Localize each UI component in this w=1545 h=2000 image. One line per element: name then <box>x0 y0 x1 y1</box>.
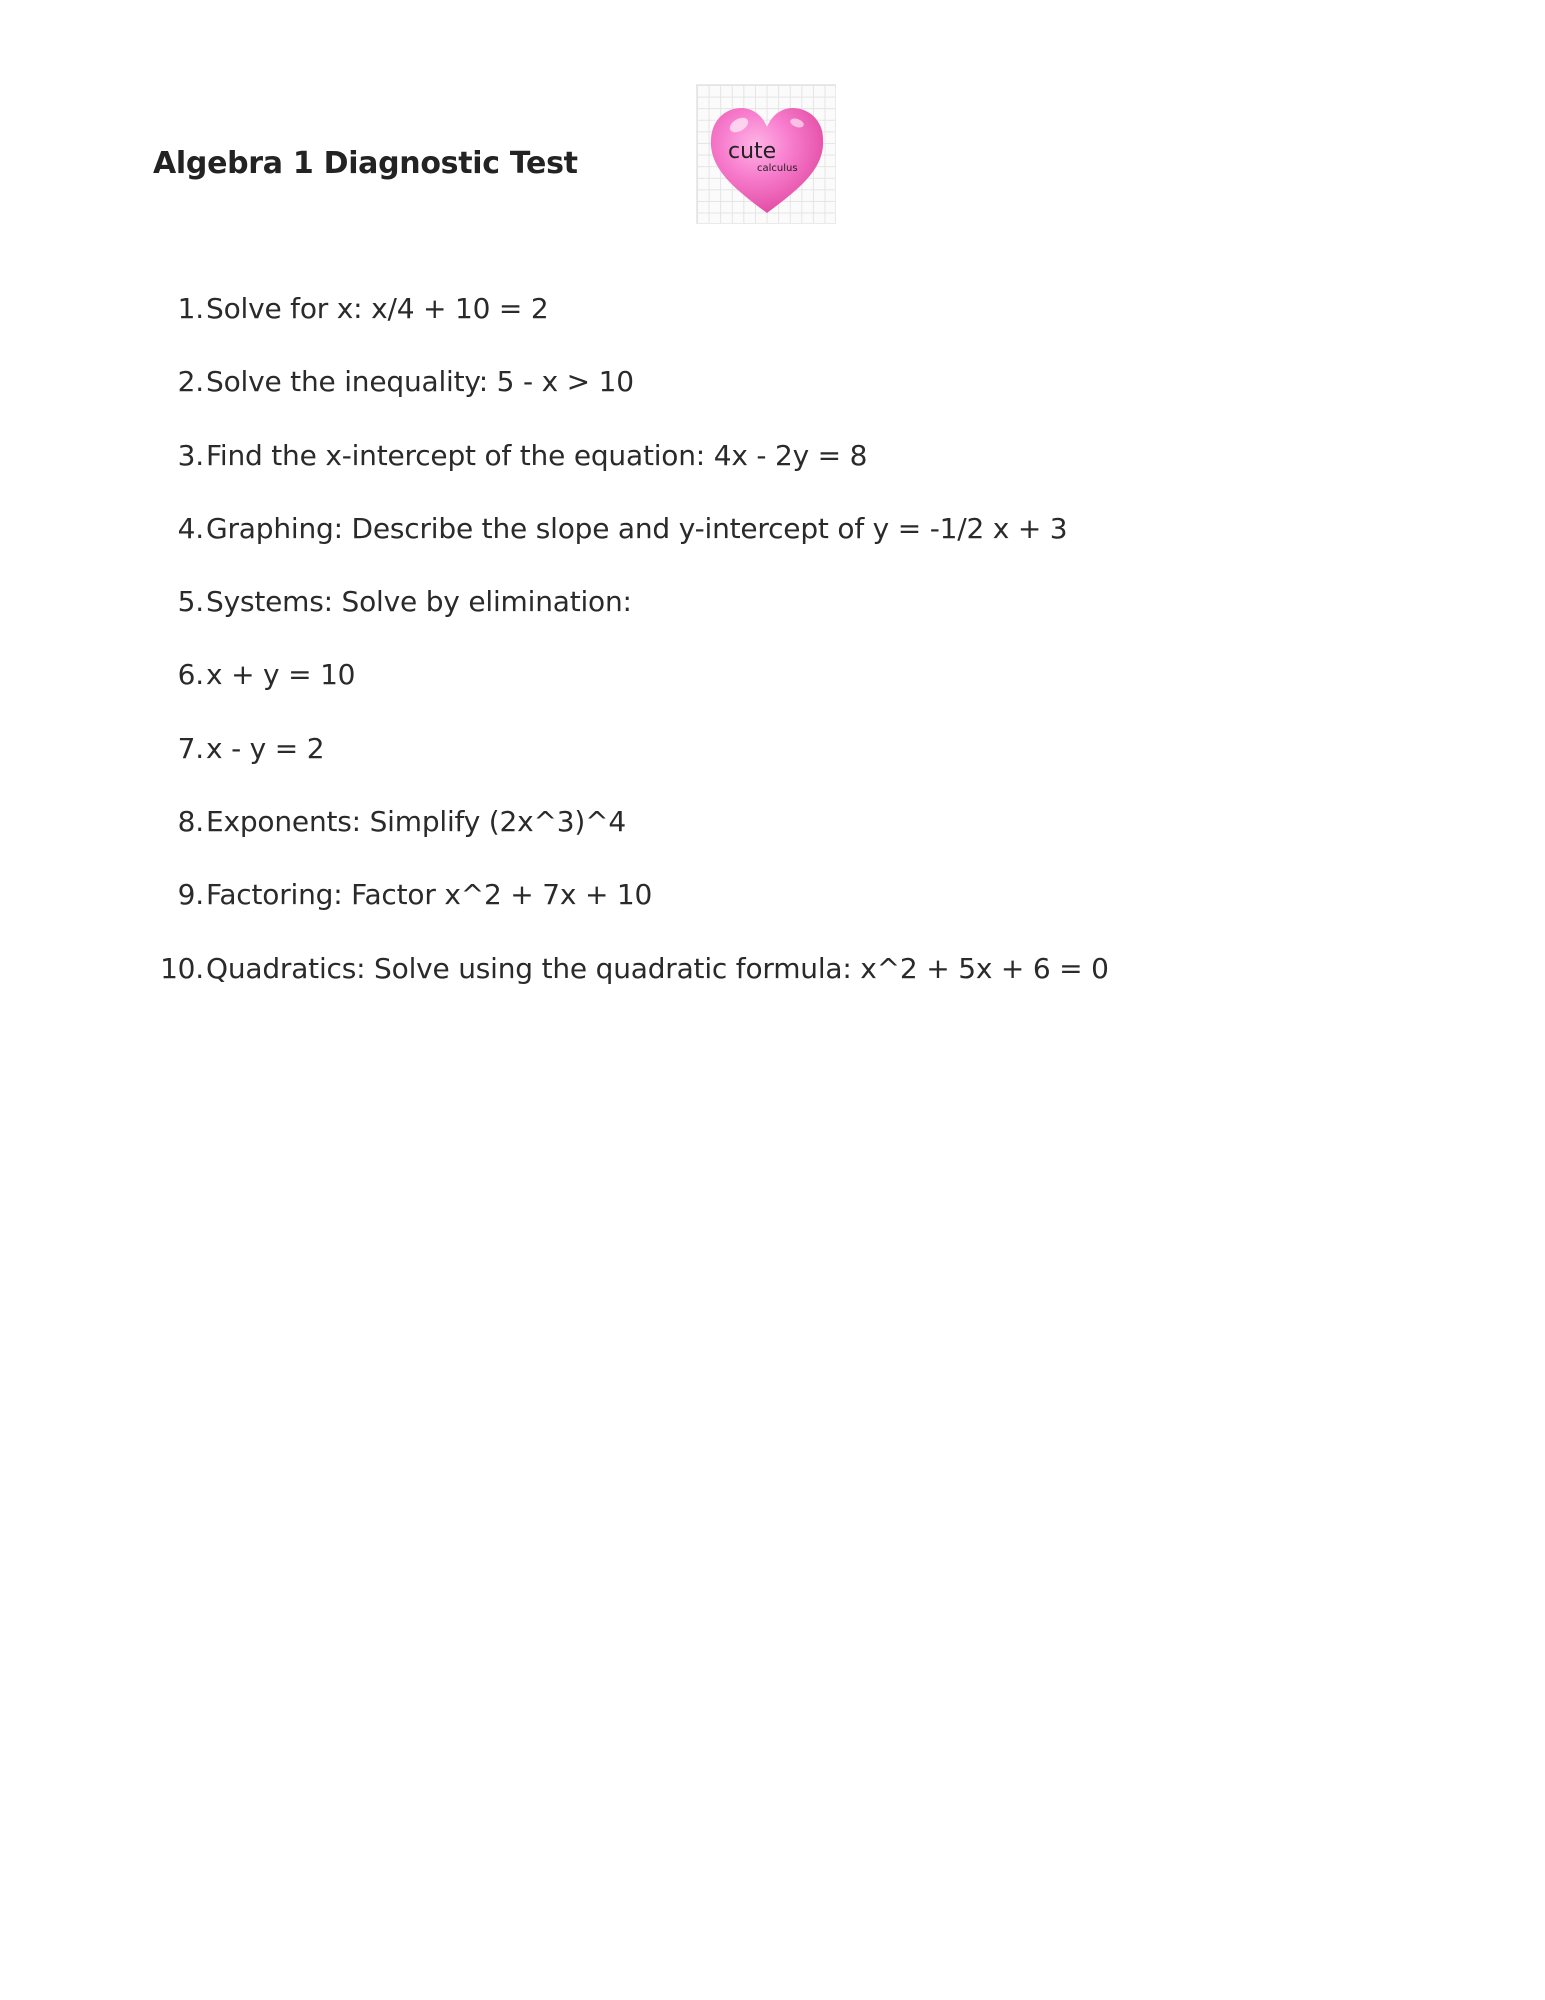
question-item <box>150 805 1109 878</box>
question-number: 7. <box>177 731 204 765</box>
question-item <box>150 732 1109 805</box>
question-item <box>150 439 1109 512</box>
question-item <box>150 878 1109 951</box>
cute-calculus-logo <box>696 84 836 224</box>
question-item <box>150 658 1109 731</box>
question-text: Factoring: Factor x^2 + 7x + 10 <box>206 878 653 912</box>
question-text: Systems: Solve by elimination: <box>206 585 632 619</box>
question-list <box>150 292 1109 1025</box>
question-number: 6. <box>177 658 204 692</box>
page-title: Algebra 1 Diagnostic Test <box>153 146 578 181</box>
question-number: 10. <box>160 951 204 985</box>
question-text: x - y = 2 <box>206 731 325 765</box>
question-text: Find the x-intercept of the equation: 4x - 2y = 8 <box>206 438 868 472</box>
question-text: x + y = 10 <box>206 658 356 692</box>
question-text: Graphing: Describe the slope and y-intercept of y = -1/2 x + 3 <box>206 511 1068 545</box>
question-item <box>150 292 1109 365</box>
question-number: 2. <box>177 365 204 399</box>
question-item <box>150 512 1109 585</box>
question-text: Solve for x: x/4 + 10 = 2 <box>206 292 549 325</box>
svg-text:cute: cute <box>728 139 777 164</box>
question-number: 5. <box>177 585 204 619</box>
question-number: 4. <box>177 511 204 545</box>
question-text: Quadratics: Solve using the quadratic formula: x^2 + 5x + 6 = 0 <box>206 951 1109 985</box>
question-item <box>150 585 1109 658</box>
question-item <box>150 952 1109 1025</box>
question-text: Exponents: Simplify (2x^3)^4 <box>206 805 626 839</box>
question-text: Solve the inequality: 5 - x > 10 <box>206 365 634 399</box>
question-number: 1. <box>177 292 204 325</box>
svg-text:calculus: calculus <box>757 163 798 174</box>
question-number: 9. <box>177 878 204 912</box>
question-number: 8. <box>177 805 204 839</box>
question-number: 3. <box>177 438 204 472</box>
question-item <box>150 365 1109 438</box>
heart-logo-icon <box>697 85 837 225</box>
